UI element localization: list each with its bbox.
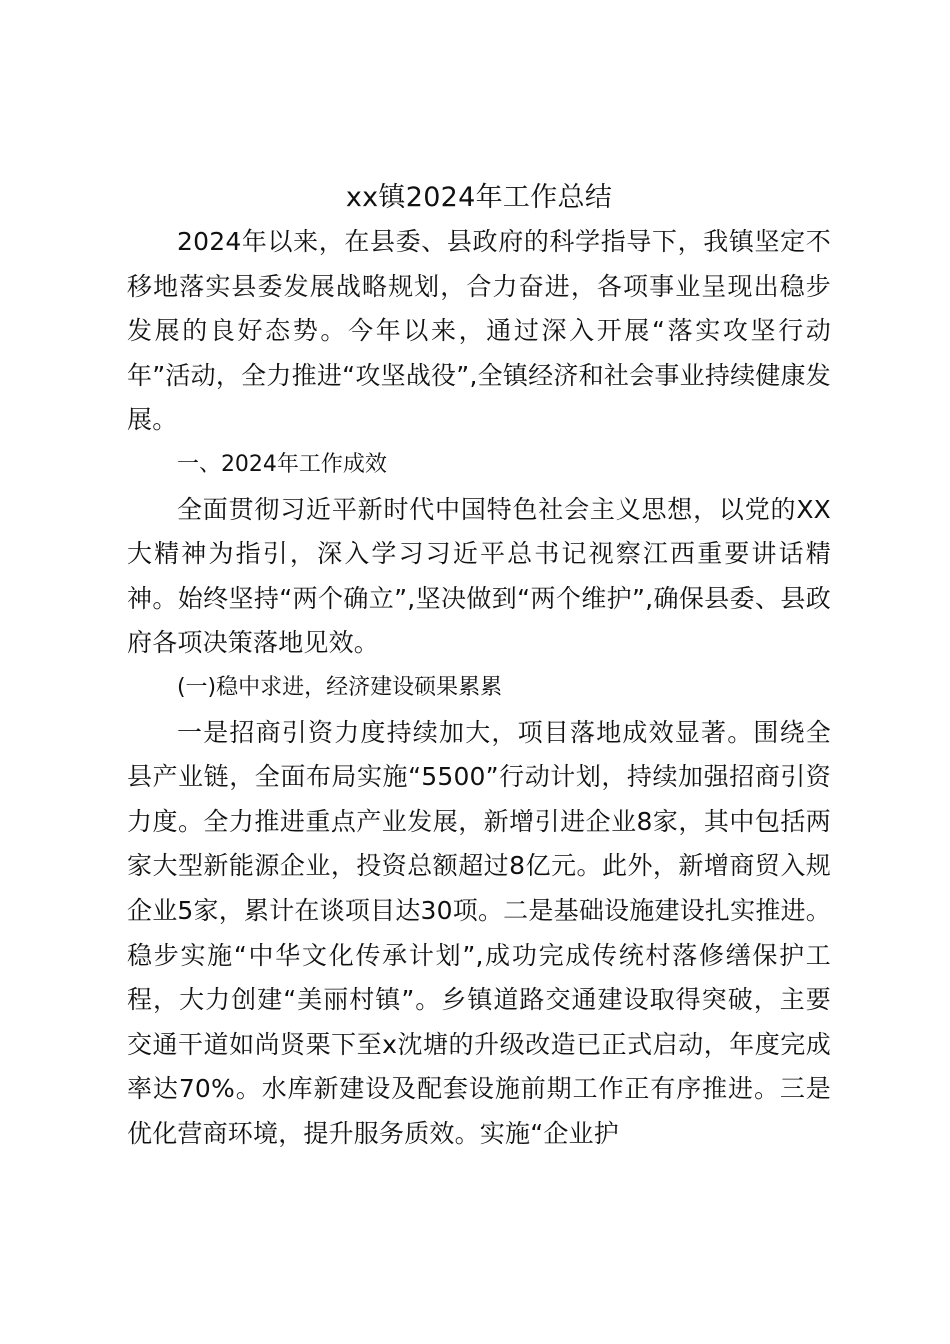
subsection-paragraph: 一是招商引资力度持续加大，项目落地成效显著。围绕全县产业链，全面布局实施“5500”行动计划，持续加强招商引资力度。全力推进重点产业发展，新增引进企业8家，其中包括两家大型新能源企业，投资总额超过8亿元。此外，新增商贸入规企业5家，累计在谈项目达30项。二是基础设施建设扎实推进。稳步实施“中华文化传承计划”,成功完成传统村落修缮保护工程，大力创建“美丽村镇”。乡镇道路交通建设取得突破，主要交通干道如尚贤栗下至x沈塘的升级改造已正式启动，年度完成率达70%。水库新建设及配套设施前期工作正有序推进。三是优化营商环境，提升服务质效。实施“企业护 [127, 717, 831, 1148]
document-title: xx镇2024年工作总结 [345, 182, 613, 213]
section-heading: 一、2024年工作成效 [176, 451, 387, 477]
intro-paragraph: 2024年以来，在县委、县政府的科学指导下，我镇坚定不移地落实县委发展战略规划，合力奋进，各项事业呈现出稳步发展的良好态势。今年以来，通过深入开展“落实攻坚行动年”活动，全力推进“攻坚战役”,全镇经济和社会事业持续健康发展。 [127, 227, 831, 435]
document-body [127, 176, 831, 1156]
section-paragraph: 全面贯彻习近平新时代中国特色社会主义思想，以党的XX大精神为指引，深入学习习近平总书记视察江西重要讲话精神。始终坚持“两个确立”,坚决做到“两个维护”,确保县委、县政府各项决策落地见效。 [127, 494, 831, 658]
subsection-heading: (一)稳中求进，经济建设硕果累累 [176, 674, 503, 700]
